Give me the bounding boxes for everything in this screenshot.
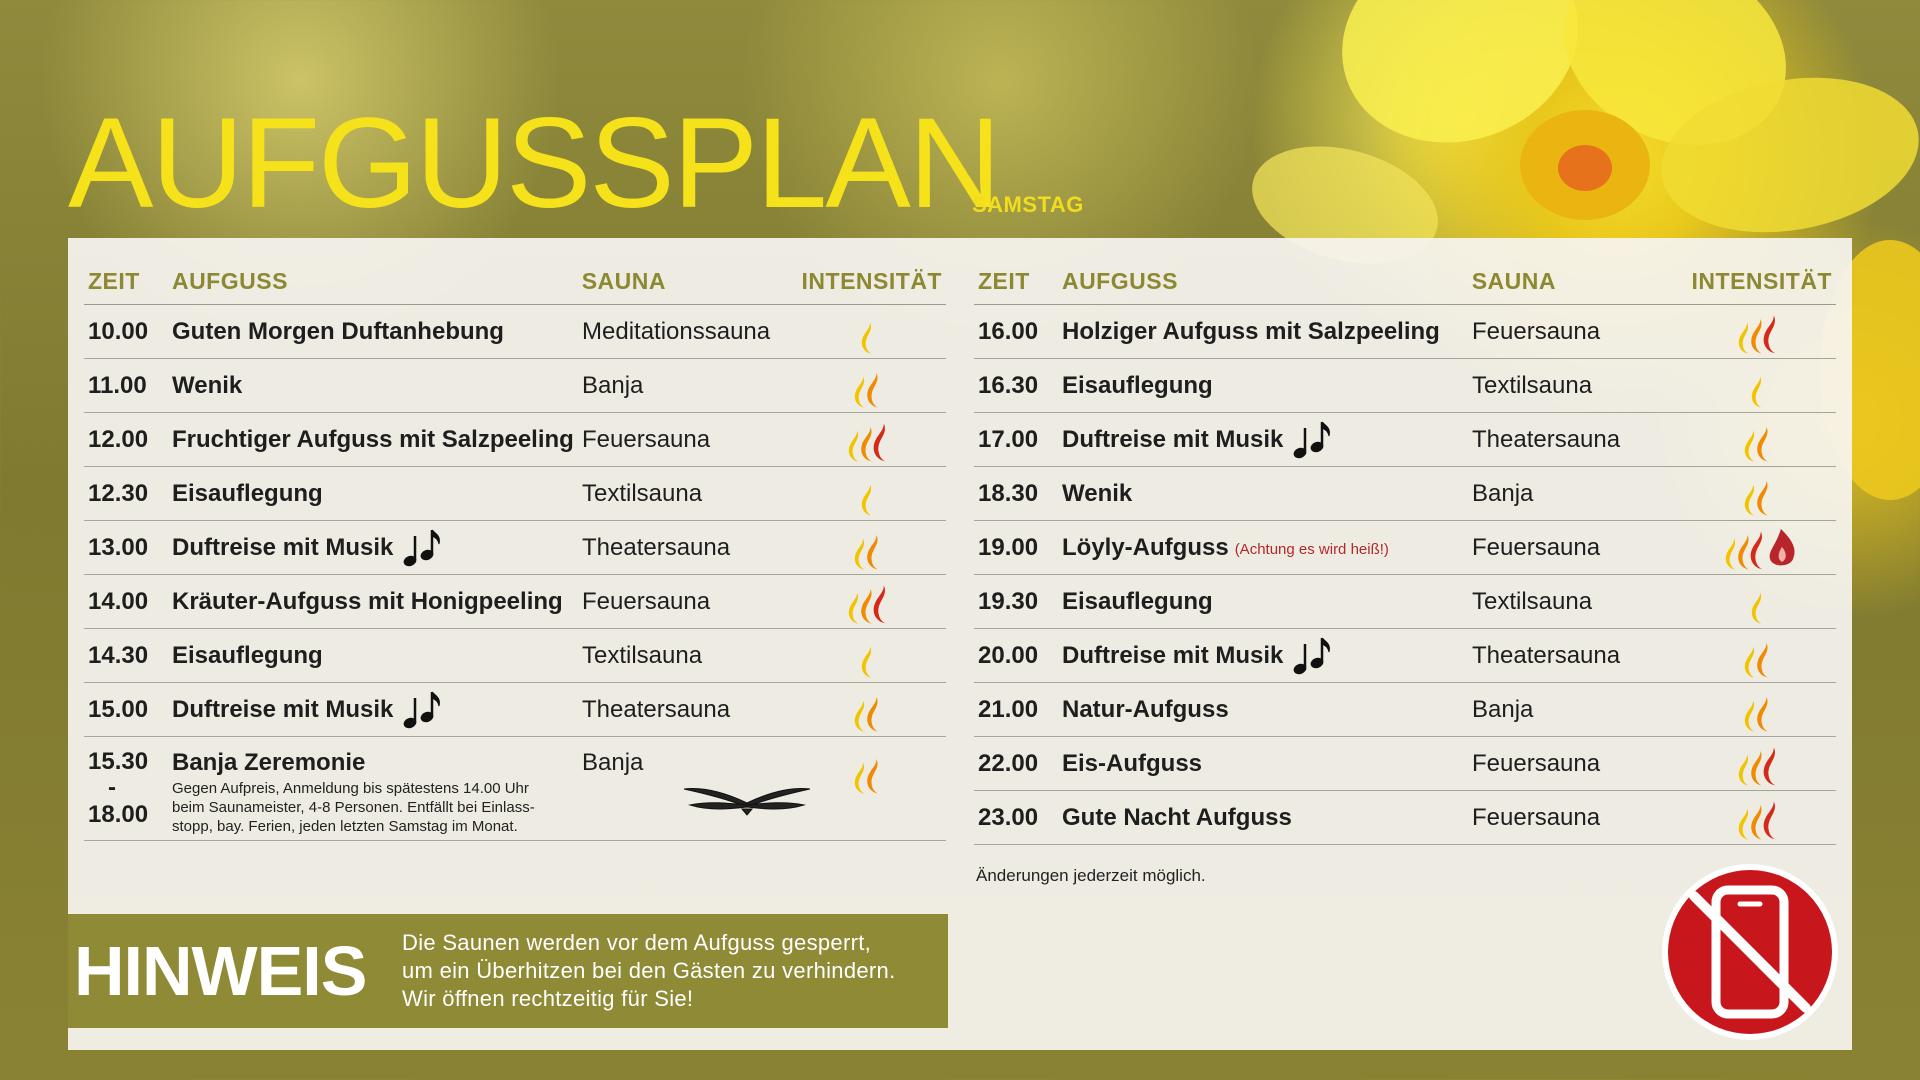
time-end: 18.00 — [88, 800, 149, 828]
row-aufguss-name: Wenik — [1062, 479, 1133, 507]
table-row — [974, 629, 1836, 683]
hinweis-text — [402, 929, 896, 1013]
time-dash: - — [108, 774, 116, 802]
row-aufguss-name: Guten Morgen Duftanhebung — [172, 317, 504, 345]
music-icon — [403, 528, 443, 568]
row-aufguss-name: Natur-Aufguss — [1062, 695, 1229, 723]
row-sauna: Feuersauna — [1472, 749, 1601, 777]
row-time: 22.00 — [978, 749, 1039, 777]
row-time: 12.30 — [88, 479, 149, 507]
hinweis-banner — [68, 914, 948, 1028]
row-aufguss — [1062, 318, 1472, 346]
intensity-flames — [802, 417, 946, 463]
row-sauna: Meditationssauna — [582, 317, 771, 345]
row-aufguss-name: Duftreise mit Musik — [1062, 425, 1284, 453]
intensity-flames — [802, 525, 946, 571]
row-aufguss — [172, 690, 582, 730]
intensity-flames — [802, 749, 946, 795]
schedule-table-right — [974, 258, 1836, 845]
row-time: 19.00 — [978, 533, 1039, 561]
music-icon — [1293, 636, 1333, 676]
row-aufguss-name: Eisauflegung — [1062, 371, 1213, 399]
intensity-flames — [802, 687, 946, 733]
row-aufguss-name: Holziger Aufguss mit Salzpeeling — [1062, 317, 1440, 345]
table-row — [84, 305, 946, 359]
column-header-intensitaet: INTENSITÄT — [801, 267, 942, 294]
table-row — [84, 359, 946, 413]
page-title: AUFGUSSPLAN — [68, 92, 1000, 235]
table-row — [84, 413, 946, 467]
row-sauna: Textilsauna — [1472, 371, 1593, 399]
row-aufguss-name: Eisauflegung — [172, 479, 323, 507]
row-aufguss — [1062, 696, 1472, 724]
row-aufguss-name: Eis-Aufguss — [1062, 749, 1203, 777]
table-row — [974, 521, 1836, 575]
row-aufguss-name: Eisauflegung — [172, 641, 323, 669]
intensity-flames — [802, 309, 946, 355]
intensity-flames — [1692, 741, 1836, 787]
table-row — [974, 791, 1836, 845]
row-sauna: Feuersauna — [1472, 317, 1601, 345]
ceremony-desc-line: stopp, bay. Ferien, jeden letzten Samstag im Monat. — [172, 818, 518, 835]
intensity-flames — [1692, 309, 1836, 355]
row-time: 13.00 — [88, 533, 149, 561]
row-aufguss — [1062, 750, 1472, 778]
column-header-sauna: SAUNA — [581, 267, 666, 294]
row-sauna: Feuersauna — [1472, 533, 1601, 561]
intensity-flames — [1692, 363, 1836, 409]
schedule-table-left — [84, 258, 946, 841]
changes-note: Änderungen jederzeit möglich. — [976, 866, 1206, 885]
row-sauna-label: Banja — [582, 749, 644, 776]
table-row — [974, 467, 1836, 521]
row-sauna: Theatersauna — [1472, 425, 1621, 453]
row-time: 21.00 — [978, 695, 1039, 723]
row-time: 23.00 — [978, 803, 1039, 831]
row-sauna: Feuersauna — [582, 425, 711, 453]
table-row — [84, 683, 946, 737]
row-time: 15.00 — [88, 695, 149, 723]
table-header — [974, 258, 1836, 305]
row-aufguss-name: Duftreise mit Musik — [1062, 641, 1284, 669]
intensity-flames — [1692, 471, 1836, 517]
table-row-banja-ceremony — [84, 737, 946, 841]
table-row — [84, 467, 946, 521]
hinweis-label: HINWEIS — [74, 932, 367, 1010]
column-header-aufguss: AUFGUSS — [171, 267, 288, 294]
row-aufguss — [1062, 636, 1472, 676]
row-sauna: Feuersauna — [582, 587, 711, 615]
intensity-flames — [1692, 579, 1836, 625]
row-aufguss — [172, 318, 582, 346]
hinweis-line: Die Saunen werden vor dem Aufguss gesperrt, — [402, 930, 872, 955]
row-aufguss — [1062, 534, 1472, 562]
intensity-flames — [1692, 525, 1836, 571]
row-sauna: Theatersauna — [582, 695, 731, 723]
no-phone-icon — [1658, 860, 1842, 1044]
row-sauna: Banja — [582, 371, 644, 399]
row-time: 18.30 — [978, 479, 1039, 507]
row-sauna: Theatersauna — [582, 533, 731, 561]
row-sauna: Banja — [1472, 479, 1534, 507]
row-aufguss-name: Wenik — [172, 371, 243, 399]
row-time-range — [84, 749, 172, 828]
row-sauna: Theatersauna — [1472, 641, 1621, 669]
day-label: SAMSTAG — [972, 192, 1084, 217]
row-aufguss-name: Eisauflegung — [1062, 587, 1213, 615]
table-row — [974, 359, 1836, 413]
hinweis-line: Wir öffnen rechtzeitig für Sie! — [402, 986, 694, 1011]
row-aufguss — [172, 749, 582, 836]
ceremony-desc-line: beim Saunameister, 4-8 Personen. Entfällt bei Einlass- — [172, 799, 535, 816]
row-aufguss-name: Duftreise mit Musik — [172, 695, 394, 723]
intensity-flames — [802, 633, 946, 679]
row-aufguss-name: Duftreise mit Musik — [172, 533, 394, 561]
row-time: 12.00 — [88, 425, 149, 453]
birch-whisk-icon — [682, 769, 812, 819]
intensity-flames — [802, 471, 946, 517]
row-aufguss — [1062, 372, 1472, 400]
table-row — [84, 575, 946, 629]
row-aufguss-name: Banja Zeremonie — [172, 749, 366, 776]
row-sauna: Textilsauna — [582, 479, 703, 507]
music-icon — [403, 690, 443, 730]
row-aufguss — [172, 426, 582, 454]
column-header-aufguss: AUFGUSS — [1061, 267, 1178, 294]
row-time: 20.00 — [978, 641, 1039, 669]
row-time: 17.00 — [978, 425, 1039, 453]
row-aufguss-name: Fruchtiger Aufguss mit Salzpeeling — [172, 425, 574, 453]
warning-note: (Achtung es wird heiß!) — [1234, 541, 1389, 558]
music-icon — [1293, 420, 1333, 460]
row-time: 16.30 — [978, 371, 1039, 399]
schedule-panel — [68, 238, 1852, 1050]
time-start: 15.30 — [88, 748, 149, 775]
row-aufguss — [172, 480, 582, 508]
row-sauna: Textilsauna — [1472, 587, 1593, 615]
column-header-intensitaet: INTENSITÄT — [1691, 267, 1832, 294]
row-aufguss — [172, 372, 582, 400]
intensity-flames — [802, 579, 946, 625]
row-aufguss — [1062, 420, 1472, 460]
column-header-zeit: ZEIT — [978, 267, 1030, 294]
row-aufguss-name: Kräuter-Aufguss mit Honigpeeling — [172, 587, 563, 615]
intensity-flames — [1692, 687, 1836, 733]
table-row — [84, 521, 946, 575]
row-time: 10.00 — [88, 317, 149, 345]
column-header-zeit: ZEIT — [88, 267, 140, 294]
column-header-sauna: SAUNA — [1471, 267, 1556, 294]
row-time: 14.30 — [88, 641, 149, 669]
table-header — [84, 258, 946, 305]
table-row — [974, 413, 1836, 467]
row-aufguss — [1062, 588, 1472, 616]
row-aufguss-name: Löyly-Aufguss — [1062, 533, 1229, 561]
row-sauna: Feuersauna — [1472, 803, 1601, 831]
row-aufguss — [1062, 804, 1472, 832]
row-time: 11.00 — [88, 371, 147, 399]
intensity-flames — [802, 363, 946, 409]
row-time: 16.00 — [978, 317, 1039, 345]
row-aufguss — [172, 588, 582, 616]
row-aufguss — [1062, 480, 1472, 508]
table-row — [974, 683, 1836, 737]
table-row — [974, 575, 1836, 629]
intensity-flames — [1692, 417, 1836, 463]
ceremony-desc-line: Gegen Aufpreis, Anmeldung bis spätestens 14.00 Uhr — [172, 780, 529, 797]
row-time: 14.00 — [88, 587, 149, 615]
row-sauna: Banja — [1472, 695, 1534, 723]
table-row — [974, 305, 1836, 359]
ceremony-description — [172, 779, 582, 836]
table-row — [974, 737, 1836, 791]
intensity-flames — [1692, 795, 1836, 841]
row-time: 19.30 — [978, 587, 1039, 615]
row-aufguss — [172, 528, 582, 568]
table-row — [84, 629, 946, 683]
intensity-flames — [1692, 633, 1836, 679]
row-aufguss — [172, 642, 582, 670]
row-aufguss-name: Gute Nacht Aufguss — [1062, 803, 1292, 831]
row-sauna: Textilsauna — [582, 641, 703, 669]
row-sauna — [582, 749, 802, 777]
hinweis-line: um ein Überhitzen bei den Gästen zu verhindern. — [402, 958, 896, 983]
